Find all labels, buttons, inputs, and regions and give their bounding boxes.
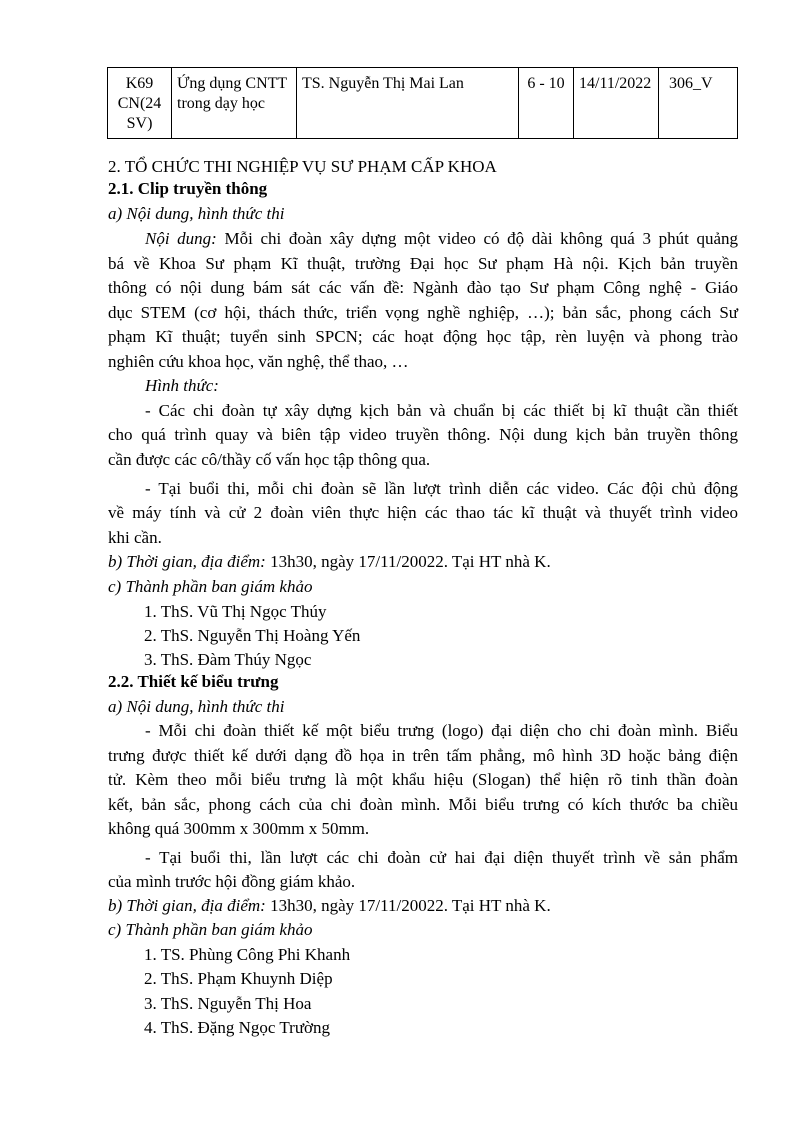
- content-line: bá về Khoa Sư phạm Kĩ thuật, trường Đại học Sư phạm Hà nội. Kịch bản truyền: [108, 254, 738, 273]
- judge-item: 2. ThS. Nguyễn Thị Hoàng Yến: [144, 626, 361, 645]
- logo-line: của mình trước hội đồng giám khảo.: [108, 872, 356, 891]
- room-cell: 306_V: [659, 68, 738, 139]
- judge-item: 3. ThS. Nguyễn Thị Hoa: [144, 994, 312, 1013]
- section22-time-place: [108, 894, 738, 918]
- period-cell: 6 - 10: [519, 68, 574, 139]
- form-label: Hình thức:: [145, 376, 219, 395]
- content-text: Mỗi chi đoàn xây dựng một video có độ dài không quá 3 phút quảng: [216, 229, 738, 248]
- schedule-table: [107, 67, 738, 139]
- subject-line: trong dạy học: [177, 95, 265, 112]
- section21-heading: 2.1. Clip truyền thông: [108, 179, 268, 198]
- form-line: khi cần.: [108, 528, 162, 547]
- judge-item: 1. TS. Phùng Công Phi Khanh: [144, 945, 351, 964]
- section22-heading: 2.2. Thiết kế biểu trưng: [108, 672, 279, 691]
- section21-time-place: [108, 550, 738, 574]
- time-label: b) Thời gian, địa điểm:: [108, 896, 266, 915]
- date-cell: 14/11/2022: [574, 68, 659, 139]
- judge-item: 4. ThS. Đặng Ngọc Trường: [144, 1018, 331, 1037]
- table-row: [108, 68, 738, 139]
- form-line: cần được các cô/thầy cố vấn học tập thông qua.: [108, 450, 431, 469]
- judge-item: 3. ThS. Đàm Thúy Ngọc: [144, 650, 312, 669]
- subject-line: Ứng dụng CNTT: [177, 75, 288, 92]
- content-line: thông có nội dung bám sát các vấn đề: Ngành đào tạo Sư phạm Công nghệ - Giáo: [108, 278, 738, 297]
- content-label: Nội dung:: [145, 229, 217, 248]
- section21-judges-label: c) Thành phần ban giám khảo: [108, 577, 313, 596]
- section22-judges-label: c) Thành phần ban giám khảo: [108, 920, 313, 939]
- logo-line: không quá 300mm x 300mm x 50mm.: [108, 819, 370, 838]
- time-value: 13h30, ngày 17/11/20022. Tại HT nhà K.: [265, 552, 551, 571]
- section2-heading: 2. TỔ CHỨC THI NGHIỆP VỤ SƯ PHẠM CẤP KHOA: [108, 157, 497, 176]
- class-line: SV): [126, 115, 153, 132]
- time-label: b) Thời gian, địa điểm:: [108, 552, 266, 571]
- time-value: 13h30, ngày 17/11/20022. Tại HT nhà K.: [265, 896, 551, 915]
- class-cell: [108, 68, 172, 139]
- content-line: phạm Kĩ thuật; tuyển sinh SPCN; các hoạt động học tập, rèn luyện và phong trào: [108, 327, 738, 346]
- logo-line: kết, bản sắc, phong cách của chi đoàn mình. Mỗi biểu trưng có kích thước ba chiều: [108, 795, 738, 814]
- form-line: về máy tính và cử 2 đoàn viên thực hiện các thao tác kĩ thuật và thuyết trình video: [108, 503, 738, 522]
- content-line: dục STEM (cơ hội, thách thức, triển vọng nghề nghiệp, …); bản sắc, phong cách Sư: [108, 303, 738, 322]
- judge-item: 1. ThS. Vũ Thị Ngọc Thúy: [144, 602, 327, 621]
- section21-a-label: a) Nội dung, hình thức thi: [108, 204, 285, 223]
- content-line: [145, 227, 738, 251]
- logo-line: tử. Kèm theo mỗi biểu trưng là một khẩu hiệu (Slogan) thể hiện rõ tinh thần đoàn: [108, 770, 738, 789]
- logo-line: - Tại buổi thi, lần lượt các chi đoàn cử hai đại diện thuyết trình về sản phẩm: [145, 848, 738, 867]
- judge-item: 2. ThS. Phạm Khuynh Diệp: [144, 969, 333, 988]
- section22-a-label: a) Nội dung, hình thức thi: [108, 697, 285, 716]
- logo-line: - Mỗi chi đoàn thiết kế một biểu trưng (logo) đại diện cho chi đoàn mình. Biểu: [145, 721, 738, 740]
- logo-line: trưng được thiết kế dưới dạng đồ họa in trên tấm phẳng, mô hình 3D hoặc bảng điện: [108, 746, 738, 765]
- subject-cell: [172, 68, 297, 139]
- form-line: cho quá trình quay và biên tập video truyền thông. Nội dung kịch bản truyền thông: [108, 425, 738, 444]
- form-line: - Các chi đoàn tự xây dựng kịch bản và chuẩn bị các thiết bị kĩ thuật cần thiết: [145, 401, 738, 420]
- form-line: - Tại buổi thi, mỗi chi đoàn sẽ lần lượt trình diễn các video. Các đội chủ động: [145, 479, 738, 498]
- class-line: K69: [125, 75, 154, 92]
- class-line: CN(24: [117, 95, 162, 112]
- content-line: nghiên cứu khoa học, văn nghệ, thể thao, …: [108, 352, 409, 371]
- teacher-cell: TS. Nguyễn Thị Mai Lan: [297, 68, 519, 139]
